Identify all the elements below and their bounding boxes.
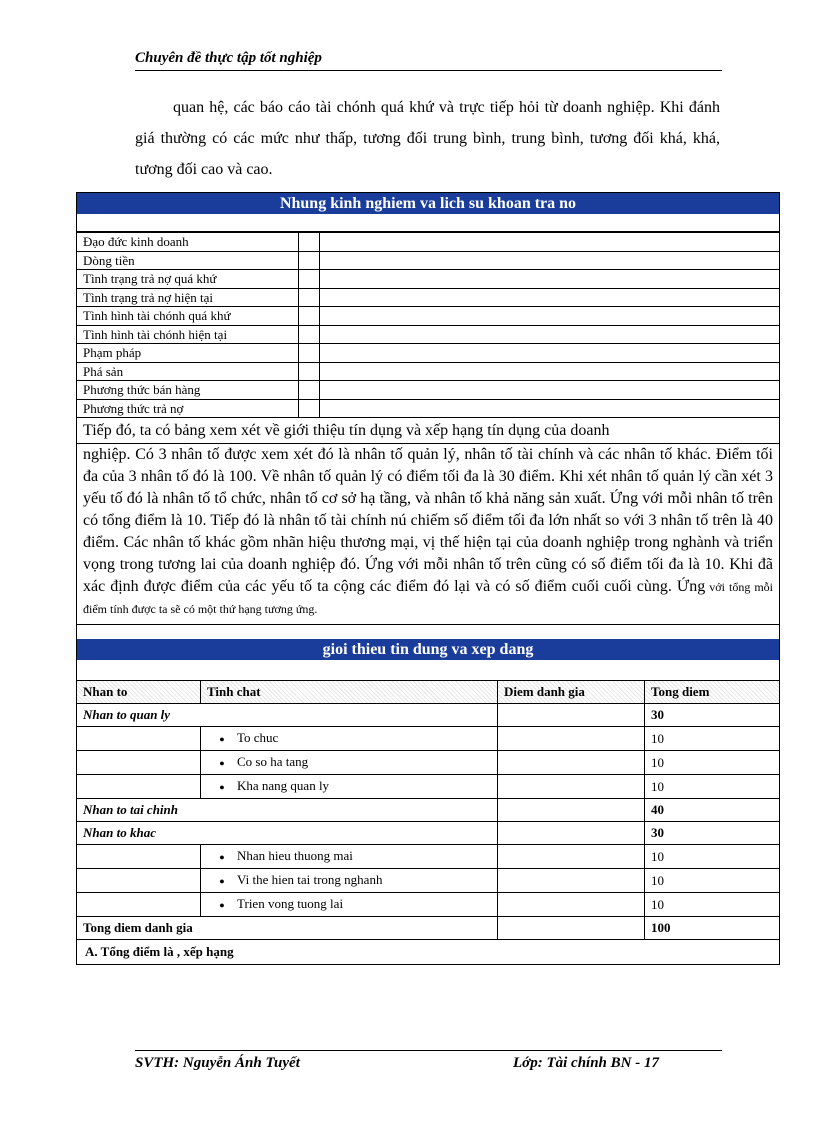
history-note [320, 381, 780, 400]
total-cell: 100 [645, 917, 780, 940]
item-label: Vi the hien tai trong nghanh [237, 872, 383, 887]
history-title: Nhung kinh nghiem va lich su khoan tra no [77, 193, 779, 214]
table-row [77, 344, 779, 363]
intro-paragraph [135, 92, 720, 185]
history-mark [299, 325, 320, 344]
scoring-table [77, 680, 779, 940]
history-note [320, 251, 780, 270]
table-row [77, 727, 779, 751]
total-cell: 40 [645, 799, 780, 822]
empty-cell [77, 751, 201, 775]
history-note [320, 270, 780, 289]
item-label: Kha nang quan ly [237, 778, 330, 793]
bullet-icon: ● [219, 734, 225, 744]
table-row [77, 704, 779, 727]
header-factor: Nhan to [77, 681, 201, 704]
bullet-icon: ● [219, 782, 225, 792]
total-cell: 30 [645, 704, 780, 727]
table-row [77, 917, 779, 940]
history-note [320, 362, 780, 381]
header-total: Tong diem [645, 681, 780, 704]
score-cell [498, 704, 645, 727]
footer-class: Lớp: Tài chính BN - 17 [513, 1055, 659, 1071]
history-note [320, 344, 780, 363]
empty-cell [77, 727, 201, 751]
empty-cell [77, 775, 201, 799]
score-cell [498, 822, 645, 845]
table-row [77, 251, 779, 270]
table-row [77, 288, 779, 307]
total-cell: 30 [645, 822, 780, 845]
table-row [77, 775, 779, 799]
final-result: A. Tổng điểm là , xếp hạng [85, 944, 234, 959]
score-cell [498, 799, 645, 822]
paragraph-tail: với tổng mỗi điểm tính được ta sẽ có một thứ hạng tương ứng. [83, 580, 773, 616]
intro-text: quan hệ, các báo cáo tài chónh quá khứ và trực tiếp hỏi từ doanh nghiệp. Khi đánh giá thường có các mức như thấp, tương đối trung bình, trung bình, tương đối khá, khá, tương đối cao và cao. [135, 99, 720, 178]
table-row [77, 893, 779, 917]
spacer [77, 660, 779, 680]
table-row [77, 233, 779, 252]
item-cell [201, 893, 498, 917]
item-label: To chuc [237, 730, 279, 745]
total-cell: 10 [645, 845, 780, 869]
footer-student: SVTH: Nguyễn Ánh Tuyết [135, 1055, 300, 1071]
history-note [320, 233, 780, 252]
paragraph-first-line: Tiếp đó, ta có bảng xem xét về giới thiệu tín dụng và xếp hạng tín dụng của doanh [77, 420, 779, 444]
header-property: Tinh chat [201, 681, 498, 704]
empty-cell [77, 869, 201, 893]
history-label: Phương thức trả nợ [77, 399, 299, 418]
description-paragraph [77, 418, 779, 624]
empty-cell [77, 845, 201, 869]
item-label: Co so ha tang [237, 754, 309, 769]
total-cell: 10 [645, 727, 780, 751]
total-cell: 10 [645, 893, 780, 917]
empty-cell [77, 893, 201, 917]
table-row [77, 325, 779, 344]
item-cell [201, 869, 498, 893]
table-row [77, 845, 779, 869]
spacer [77, 214, 779, 232]
total-cell: 10 [645, 775, 780, 799]
history-note [320, 288, 780, 307]
history-label: Tình hình tài chónh hiện tại [77, 325, 299, 344]
table-row [77, 751, 779, 775]
factor-name: Tong diem danh gia [77, 917, 498, 940]
history-label: Dòng tiền [77, 251, 299, 270]
header-score: Diem danh gia [498, 681, 645, 704]
history-mark [299, 344, 320, 363]
total-cell: 10 [645, 751, 780, 775]
score-cell [498, 751, 645, 775]
score-cell [498, 869, 645, 893]
score-cell [498, 917, 645, 940]
history-note [320, 307, 780, 326]
total-cell: 10 [645, 869, 780, 893]
history-label: Tình hình tài chónh quá khứ [77, 307, 299, 326]
history-mark [299, 233, 320, 252]
scoring-title: gioi thieu tin dung va xep dang [77, 639, 779, 660]
item-cell [201, 727, 498, 751]
factor-name: Nhan to khac [77, 822, 498, 845]
item-cell [201, 751, 498, 775]
history-label: Tình trạng trả nợ quá khứ [77, 270, 299, 289]
page-footer [135, 1050, 722, 1079]
history-mark [299, 381, 320, 400]
item-cell [201, 845, 498, 869]
item-cell [201, 775, 498, 799]
history-mark [299, 288, 320, 307]
table-row [77, 822, 779, 845]
table-row [77, 362, 779, 381]
history-note [320, 399, 780, 418]
bullet-icon: ● [219, 852, 225, 862]
page-header [135, 48, 722, 71]
history-label: Phương thức bán hàng [77, 381, 299, 400]
history-mark [299, 251, 320, 270]
factor-name: Nhan to tai chinh [77, 799, 498, 822]
history-mark [299, 307, 320, 326]
table-row [77, 399, 779, 418]
bullet-icon: ● [219, 758, 225, 768]
paragraph-body: nghiệp. Có 3 nhân tố được xem xét đó là nhân tố quản lý, nhân tố tài chính và các nhân tố khác. Điểm tối đa của 3 nhân tố đó là 100. Về nhân tố quản lý có điểm tối đa là 30 điểm. Khi xét nhân tố quản lý cần xét 3 yếu tố đó là nhân tố tổ chức, nhân tố cơ sở hạ tầng, và nhân tố khả năng sản xuất. Ứng với mỗi nhân tố trên có tổng điểm là 10. Tiếp đó là nhân tố tài chính nú chiếm số điểm tối đa lớn nhất so với 3 nhân tố trên là 40 điểm. Các nhân tố khác gồm nhãn hiệu thương mại, vị thế hiện tại của doanh nghiệp trong nghành và triển vọng trong tương lai của doanh nghiệp đó. Ứng với mỗi nhân tố trên cũng có số điểm tối đa là 10. Khi đã xác định được điểm của các yếu tố ta cộng các điểm đó lại và có số điểm cuối cuối cùng. Ứng [83, 446, 773, 595]
bullet-icon: ● [219, 876, 225, 886]
factor-name: Nhan to quan ly [77, 704, 498, 727]
table-row [77, 381, 779, 400]
table-header-row [77, 681, 779, 704]
history-mark [299, 270, 320, 289]
history-label: Phá sản [77, 362, 299, 381]
header-title: Chuyên đề thực tập tốt nghiệp [135, 50, 322, 66]
table-row [77, 869, 779, 893]
history-label: Đạo đức kinh doanh [77, 233, 299, 252]
bullet-icon: ● [219, 900, 225, 910]
spacer [77, 624, 779, 639]
history-label: Tình trạng trả nợ hiện tại [77, 288, 299, 307]
history-label: Phạm pháp [77, 344, 299, 363]
history-note [320, 325, 780, 344]
score-cell [498, 727, 645, 751]
item-label: Trien vong tuong lai [237, 896, 344, 911]
history-table [77, 232, 779, 418]
item-label: Nhan hieu thuong mai [237, 848, 353, 863]
score-cell [498, 893, 645, 917]
score-cell [498, 845, 645, 869]
content-box [76, 192, 780, 965]
table-row [77, 270, 779, 289]
history-mark [299, 399, 320, 418]
history-mark [299, 362, 320, 381]
table-row [77, 307, 779, 326]
table-row [77, 799, 779, 822]
score-cell [498, 775, 645, 799]
